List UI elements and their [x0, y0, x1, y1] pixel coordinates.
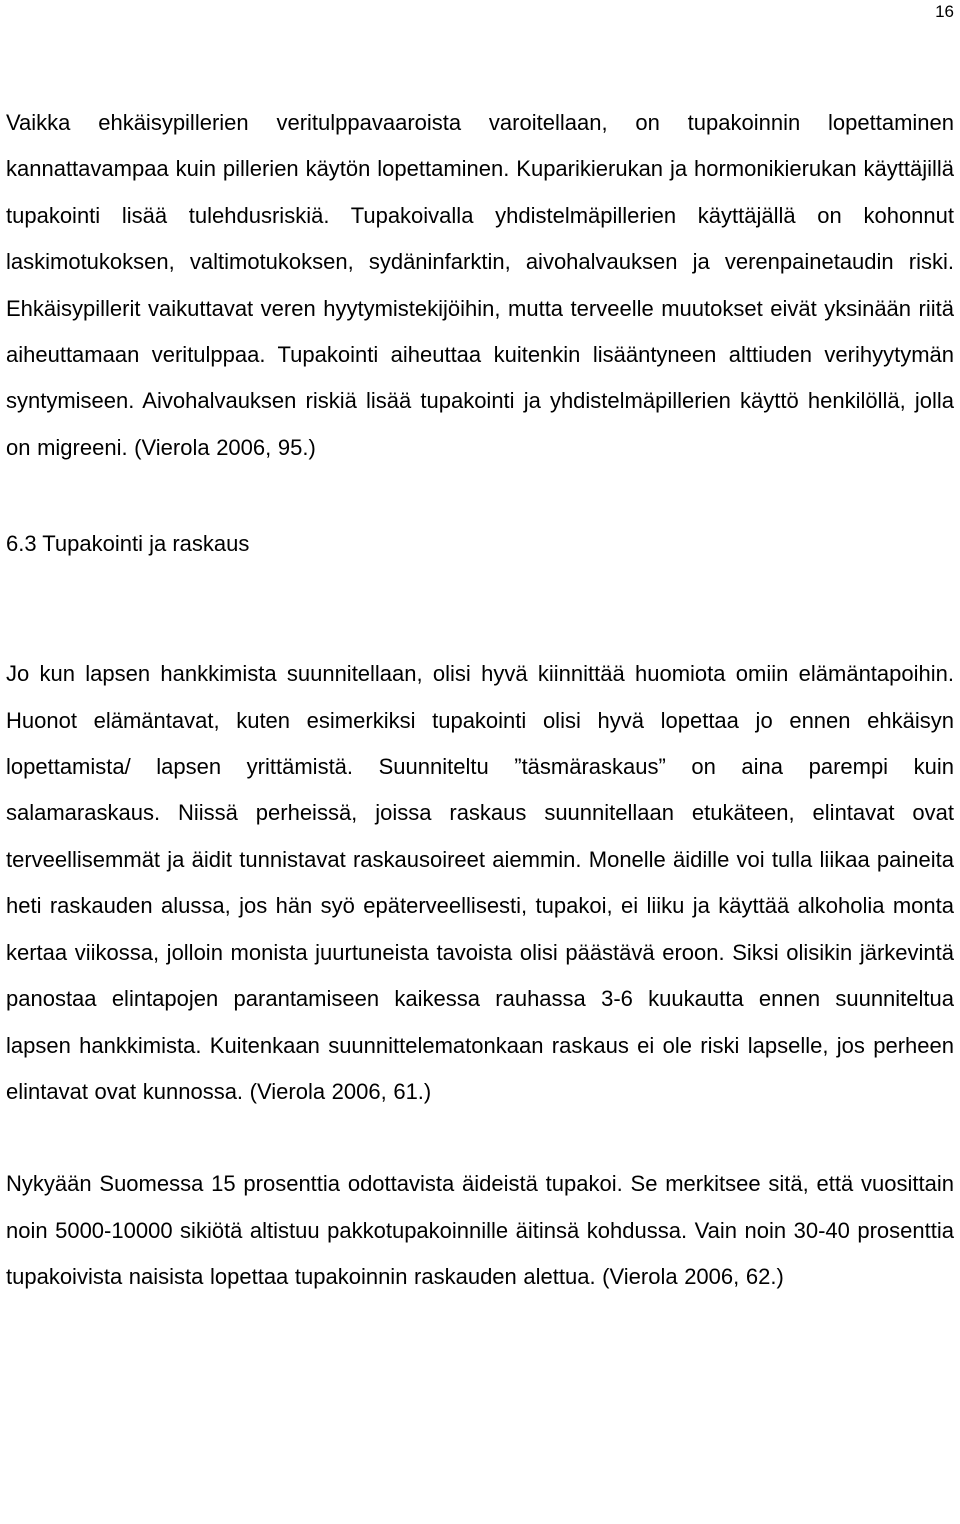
paragraph-contraception-smoking: Vaikka ehkäisypillerien veritulppavaaroista varoitellaan, on tupakoinnin lopettaminen kannattavampaa kuin pillerien käytön lopettaminen. Kuparikierukan ja hormonikierukan käyttäjillä tupakointi lisää tulehdusriskiä. Tupakoivalla yhdistelmäpillerien käyttäjällä on kohonnut laskimotukoksen, valtimotukoksen, sydäninfarktin, aivohalvauksen ja verenpainetaudin riski. Ehkäisypillerit vaikuttavat veren hyytymistekijöihin, mutta terveelle muutokset eivät yksinään riitä aiheuttamaan veritulppaa. Tupakointi aiheuttaa kuitenkin lisääntyneen alttiuden verihyytymän syntymiseen. Aivohalvauksen riskiä lisää tupakointi ja yhdistelmäpillerien käyttö henkilöllä, jolla on migreeni. (Vierola 2006, 95.): [6, 110, 954, 460]
paragraph-pregnancy-planning: Jo kun lapsen hankkimista suunnitellaan, olisi hyvä kiinnittää huomiota omiin elämäntapoihin. Huonot elämäntavat, kuten esimerkiksi tupakointi olisi hyvä lopettaa jo ennen ehkäisyn lopettamista/ lapsen yrittämistä. Suunniteltu ”täsmäraskaus” on aina parempi kuin salamaraskaus. Niissä perheissä, joissa raskaus suunnitellaan etukäteen, elintavat ovat terveellisemmät ja äidit tunnistavat raskausoireet aiemmin. Monelle äidille voi tulla liikaa paineita heti raskauden alussa, jos hän syö epäterveellisesti, tupakoi, ei liiku ja käyttää alkoholia monta kertaa viikossa, jolloin monista juurtuneista tavoista olisi päästävä eroon. Siksi olisikin järkevintä panostaa elintapojen parantamiseen kaikessa rauhassa 3-6 kuukautta ennen suunniteltua lapsen hankkimista. Kuitenkaan suunnittelematonkaan raskaus ei ole riski lapselle, jos perheen elintavat ovat kunnossa. (Vierola 2006, 61.): [6, 661, 954, 1104]
document-body: [6, 100, 954, 1301]
paragraph-smoking-statistics: Nykyään Suomessa 15 prosenttia odottavista äideistä tupakoi. Se merkitsee sitä, että vuosittain noin 5000-10000 sikiötä altistuu pakkotupakoinnille äitinsä kohdussa. Vain noin 30-40 prosenttia tupakoivista naisista lopettaa tupakoinnin raskauden alettua. (Vierola 2006, 62.): [6, 1171, 954, 1290]
page-number: 16: [935, 2, 954, 21]
section-heading-6-3: 6.3 Tupakointi ja raskaus: [6, 531, 250, 557]
